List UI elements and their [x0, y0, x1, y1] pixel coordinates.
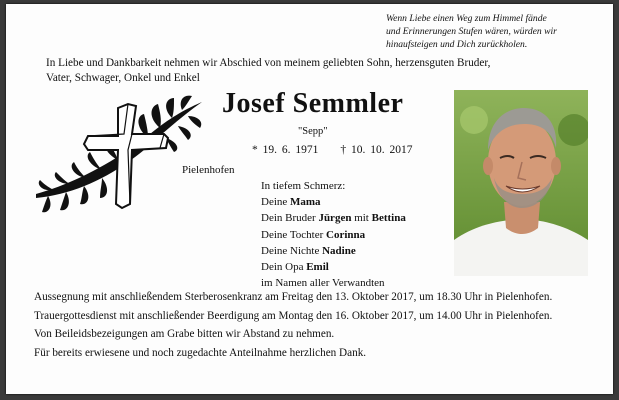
- mourner-name: Jürgen: [318, 212, 352, 225]
- obituary-notice: [6, 4, 613, 394]
- relation-label: Dein Opa: [261, 261, 307, 274]
- thanks-note: Für bereits erwiesene und noch zugedachte Anteilnahme herzlichen Dank.: [34, 346, 367, 359]
- mourners-closing: im Namen aller Verwandten: [261, 277, 385, 290]
- intro-text: [46, 56, 606, 86]
- portrait-photo: [454, 90, 588, 276]
- mourner-line: [261, 194, 461, 210]
- life-dates: [252, 144, 413, 156]
- relation-label: mit: [351, 212, 372, 225]
- home-place: Pielenhofen: [182, 164, 235, 176]
- mourner-name: Mama: [290, 196, 321, 209]
- mourner-name: Corinna: [326, 228, 366, 241]
- service-details: [34, 290, 604, 364]
- memorial-poem: [386, 12, 606, 51]
- mourners-list: [261, 178, 461, 291]
- poem-line: Wenn Liebe einen Weg zum Himmel fände: [386, 13, 547, 24]
- intro-line: In Liebe und Dankbarkeit nehmen wir Abschied von meinem geliebten Sohn, herzensguten Bruder,: [46, 57, 491, 69]
- relation-label: Deine Nichte: [261, 244, 323, 257]
- condolence-note: Von Beileidsbezeigungen am Grabe bitten wir Abstand zu nehmen.: [34, 328, 335, 340]
- mourner-line: [261, 259, 461, 275]
- mourner-line: [261, 243, 461, 259]
- mourner-line: [261, 227, 461, 243]
- deceased-name: Josef Semmler: [222, 88, 404, 119]
- poem-line: hinaufsteigen und Dich zurückholen.: [386, 39, 528, 50]
- intro-line: Vater, Schwager, Onkel und Enkel: [46, 72, 200, 84]
- mourner-name: Bettina: [371, 212, 406, 225]
- mourner-name: Emil: [306, 261, 329, 274]
- mourner-name: Nadine: [322, 244, 356, 257]
- poem-line: und Erinnerungen Stufen wären, würden wir: [386, 26, 557, 37]
- death-date: † 10. 10. 2017: [340, 144, 413, 156]
- mourners-heading: In tiefem Schmerz:: [261, 180, 346, 192]
- relation-label: Deine: [261, 196, 291, 209]
- mourner-line: [261, 210, 461, 226]
- cross-with-palm-icon: [32, 94, 212, 222]
- deceased-nickname: "Sepp": [298, 126, 328, 137]
- relation-label: Deine Tochter: [261, 228, 327, 241]
- relation-label: Dein Bruder: [261, 212, 319, 225]
- blessing-info: Aussegnung mit anschließendem Sterberosenkranz am Freitag den 13. Oktober 2017, um 18.30 Uhr in Pielenhofen.: [34, 291, 553, 303]
- funeral-info: Trauergottesdienst mit anschließender Beerdigung am Montag den 16. Oktober 2017, um 14.00 Uhr in Pielenhofen.: [34, 309, 553, 322]
- birth-date: * 19. 6. 1971: [252, 144, 319, 156]
